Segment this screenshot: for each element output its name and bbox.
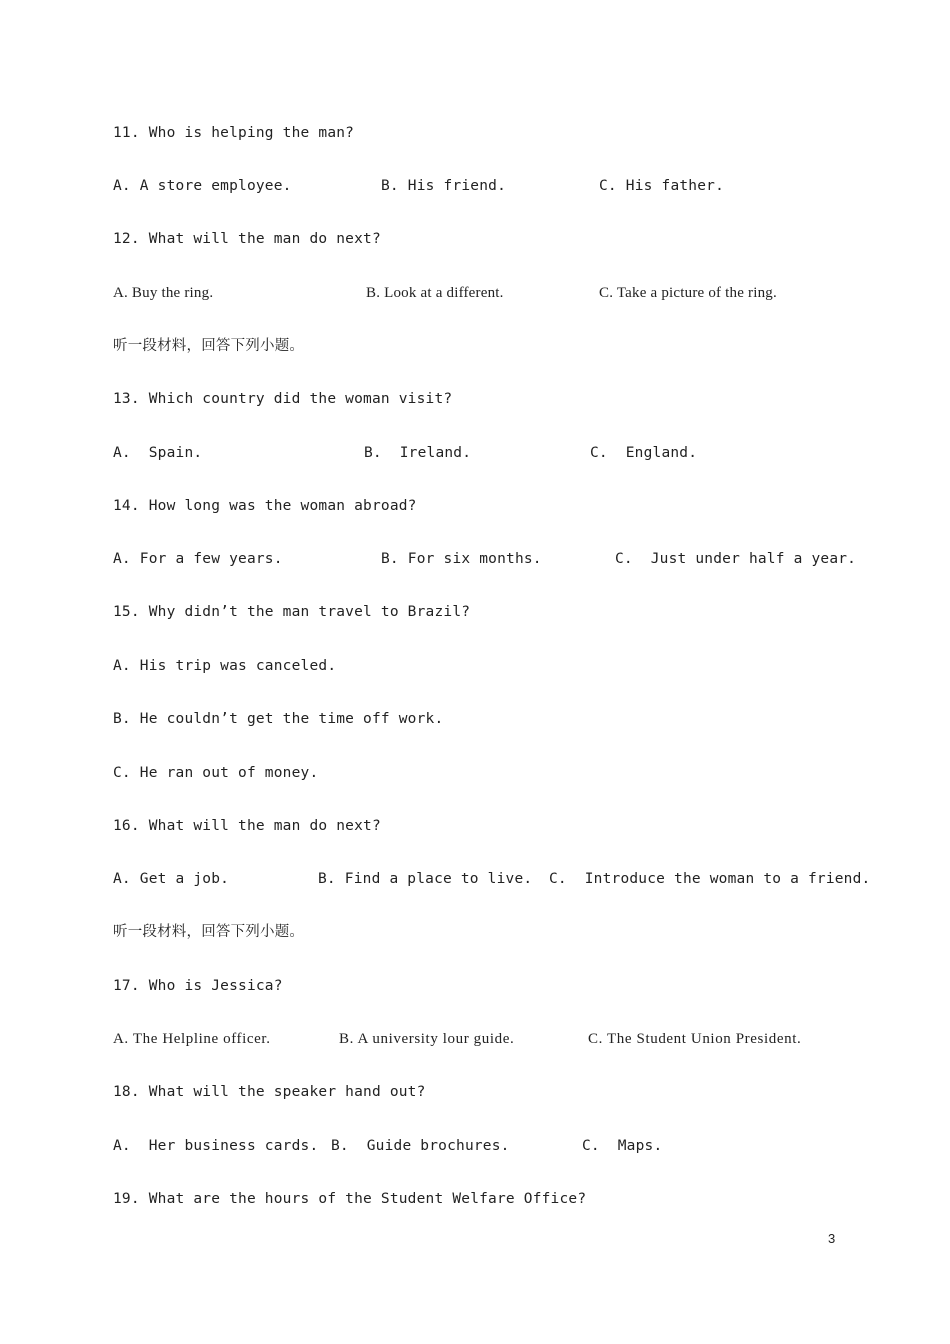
- q12-option-c: C. Take a picture of the ring.: [599, 285, 777, 301]
- q18-option-b: B. Guide brochures.: [331, 1138, 510, 1154]
- question-17: 17. Who is Jessica?: [113, 978, 283, 994]
- q15-option-a: A. His trip was canceled.: [113, 658, 337, 674]
- q18-option-a: A. Her business cards.: [113, 1138, 319, 1154]
- q15-option-c: C. He ran out of money.: [113, 765, 319, 781]
- page-number: 3: [828, 1231, 836, 1246]
- q14-option-a: A. For a few years.: [113, 551, 283, 567]
- q13-option-b: B. Ireland.: [364, 445, 472, 461]
- question-13: 13. Which country did the woman visit?: [113, 391, 453, 407]
- question-15: 15. Why didn’t the man travel to Brazil?: [113, 604, 471, 620]
- q11-option-b: B. His friend.: [381, 178, 507, 194]
- q16-option-b: B. Find a place to live.: [318, 871, 533, 887]
- question-14: 14. How long was the woman abroad?: [113, 498, 417, 514]
- q12-option-b: B. Look at a different.: [366, 285, 504, 301]
- q18-option-c: C. Maps.: [582, 1138, 663, 1154]
- question-18: 18. What will the speaker hand out?: [113, 1084, 426, 1100]
- q17-option-c: C. The Student Union President.: [588, 1031, 802, 1047]
- q12-option-a: A. Buy the ring.: [113, 285, 214, 301]
- question-12: 12. What will the man do next?: [113, 231, 381, 247]
- q16-option-c: C. Introduce the woman to a friend.: [549, 871, 871, 887]
- q14-option-c: C. Just under half a year.: [615, 551, 857, 567]
- section-instruction: 听一段材料，回答下列小题。: [113, 338, 305, 354]
- q15-option-b: B. He couldn’t get the time off work.: [113, 711, 444, 727]
- section-instruction: 听一段材料，回答下列小题。: [113, 924, 305, 940]
- question-16: 16. What will the man do next?: [113, 818, 381, 834]
- q16-option-a: A. Get a job.: [113, 871, 230, 887]
- q17-option-a: A. The Helpline officer.: [113, 1031, 271, 1047]
- q17-option-b: B. A university lour guide.: [339, 1031, 515, 1047]
- q13-option-c: C. England.: [590, 445, 698, 461]
- q11-option-c: C. His father.: [599, 178, 725, 194]
- q14-option-b: B. For six months.: [381, 551, 542, 567]
- q11-option-a: A. A store employee.: [113, 178, 292, 194]
- question-19: 19. What are the hours of the Student Welfare Office?: [113, 1191, 587, 1207]
- q13-option-a: A. Spain.: [113, 445, 203, 461]
- question-11: 11. Who is helping the man?: [113, 125, 355, 141]
